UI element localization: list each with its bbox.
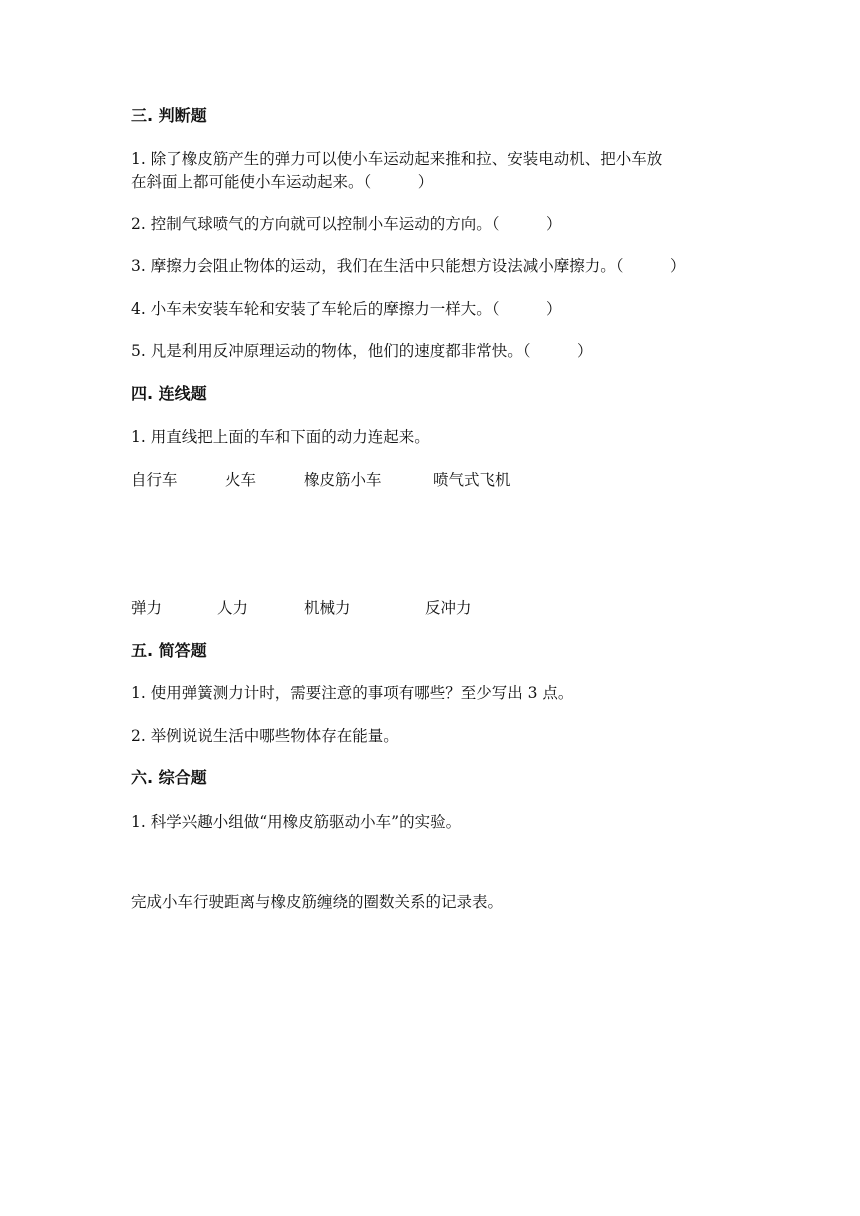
judgment-question-4: 4. 小车未安装车轮和安装了车轮后的摩擦力一样大。（ ） [131, 300, 562, 318]
judgment-question-5: 5. 凡是利用反冲原理运动的物体，他们的速度都非常快。（ ） [131, 342, 593, 360]
section-title-judgment: 三. 判断题 [131, 106, 207, 125]
vehicle-item: 喷气式飞机 [433, 471, 511, 489]
power-item: 反冲力 [425, 599, 472, 617]
matching-question: 1. 用直线把上面的车和下面的动力连起来。 [131, 428, 430, 446]
section-title-matching: 四. 连线题 [131, 384, 207, 403]
vehicle-item: 自行车 [131, 471, 178, 489]
vehicle-item: 橡皮筋小车 [304, 471, 382, 489]
comprehensive-question-1: 1. 科学兴趣小组做“用橡皮筋驱动小车”的实验。 [131, 813, 462, 831]
power-item: 机械力 [304, 599, 351, 617]
power-item: 弹力 [131, 599, 163, 617]
power-item: 人力 [217, 599, 249, 617]
section-title-comprehensive: 六. 综合题 [131, 768, 207, 787]
short-answer-question-1: 1. 使用弹簧测力计时，需要注意的事项有哪些？至少写出 3 点。 [131, 684, 574, 702]
vehicle-item: 火车 [225, 471, 257, 489]
comprehensive-subtask: 完成小车行驶距离与橡皮筋缠绕的圈数关系的记录表。 [131, 893, 504, 911]
section-title-short-answer: 五. 简答题 [131, 641, 207, 660]
judgment-question-3: 3. 摩擦力会阻止物体的运动，我们在生活中只能想方设法减小摩擦力。（ ） [131, 257, 686, 275]
judgment-question-1-line-1: 1. 除了橡皮筋产生的弹力可以使小车运动起来推和拉、安装电动机、把小车放 [131, 150, 663, 168]
judgment-question-2: 2. 控制气球喷气的方向就可以控制小车运动的方向。（ ） [131, 215, 562, 233]
short-answer-question-2: 2. 举例说说生活中哪些物体存在能量。 [131, 727, 399, 745]
judgment-question-1-line-2: 在斜面上都可能使小车运动起来。（ ） [131, 173, 434, 191]
